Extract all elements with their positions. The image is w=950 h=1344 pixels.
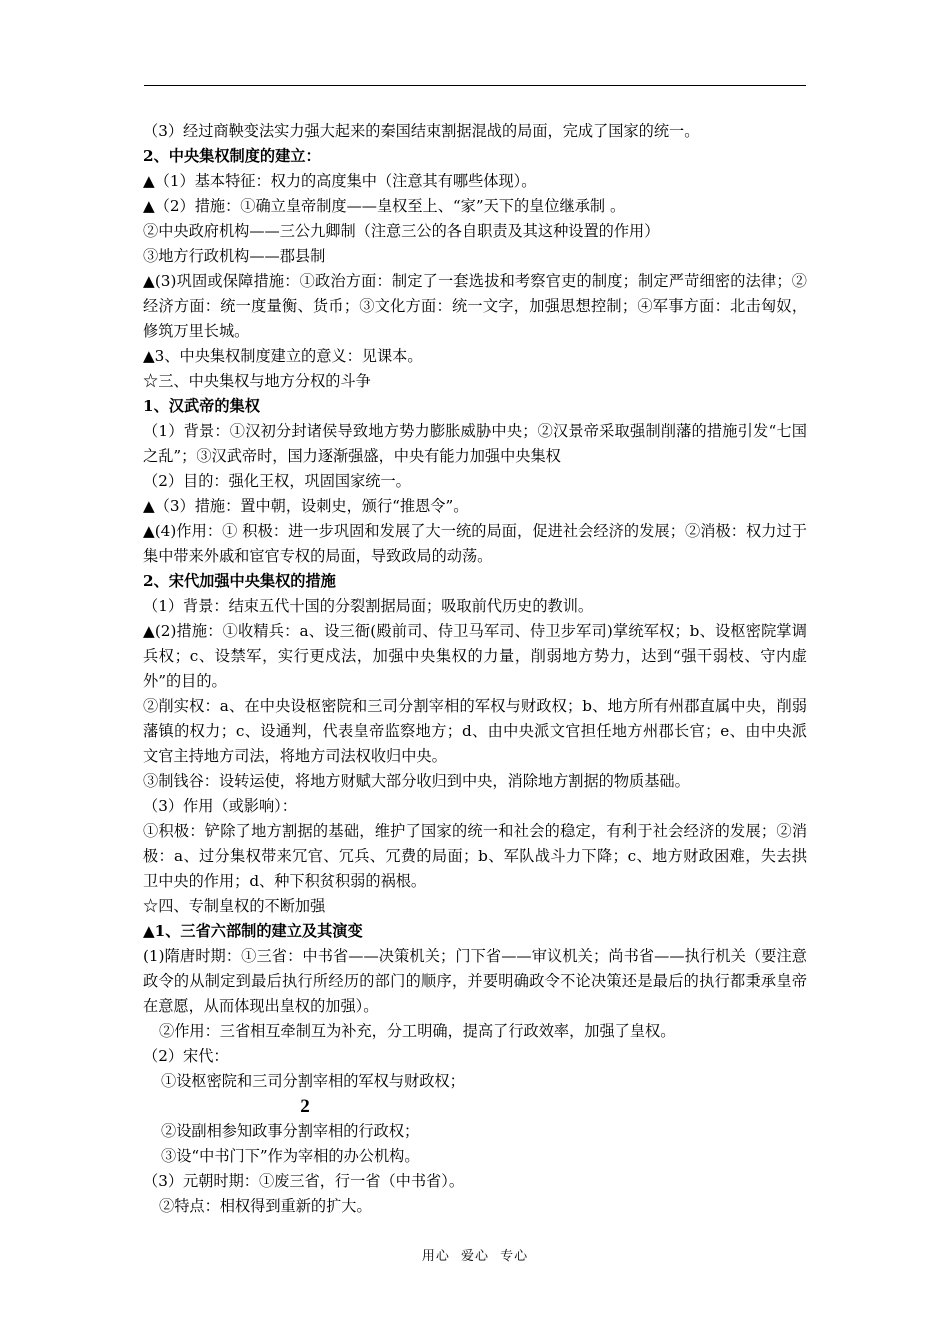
text-line: （3）元朝时期：①废三省，行一省（中书省）。 [143,1172,465,1190]
text-line: ②设副相参知政事分割宰相的行政权； [161,1122,420,1140]
header-rule [144,85,806,86]
text-line: ▲(2)措施：①收精兵：a、设三衙(殿前司、侍卫马军司、侍卫步军司)掌统军权；b、设枢密院掌调兵权；c、设禁军，实行更戍法，加强中央集权的力量，削弱地方势力，达到“强干弱枝、守内虚外”的目的。 [143,622,807,690]
text-line: ▲（1）基本特征：权力的高度集中（注意其有哪些体现）。 [143,172,537,190]
text-line: ▲(3)巩固或保障措施：①政治方面：制定了一套选拔和考察官吏的制度；制定严苛细密的法律；②经济方面：统一度量衡、货币；③文化方面：统一文字，加强思想控制；④军事方面：北击匈奴，修筑万里长城。 [143,272,807,340]
text-line: ②作用：三省相互牵制互为补充，分工明确，提高了行政效率，加强了皇权。 [159,1022,676,1040]
page-number: 2 [300,1096,310,1117]
text-line: （1）背景：①汉初分封诸侯导致地方势力膨胀威胁中央；②汉景帝采取强制削藩的措施引发“七国之乱”；③汉武帝时，国力逐渐强盛，中央有能力加强中央集权 [143,422,807,465]
section-heading: 2、宋代加强中央集权的措施 [143,572,336,590]
body-text [143,119,807,1219]
text-line: （3）经过商鞅变法实力强大起来的秦国结束割据混战的局面，完成了国家的统一。 [143,122,700,140]
text-line: ②削实权：a、在中央设枢密院和三司分割宰相的军权与财政权；b、地方所有州郡直属中央，削弱藩镇的权力；c、设通判，代表皇帝监察地方；d、由中央派文官担任地方州郡长官；e、由中央派文官主持地方司法，将地方司法权收归中央。 [143,697,807,765]
text-line: ▲（3）措施：置中朝，设刺史，颁行“推恩令”。 [143,497,469,515]
section-heading: 1、汉武帝的集权 [143,397,260,415]
text-line: ☆三、中央集权与地方分权的斗争 [143,372,371,390]
text-line: （1）背景：结束五代十国的分裂割据局面；吸取前代历史的教训。 [143,597,594,615]
text-line: ③设“中书门下”作为宰相的办公机构。 [161,1147,420,1165]
text-line: (1)隋唐时期：①三省：中书省——决策机关；门下省——审议机关；尚书省——执行机关（要注意政令的从制定到最后执行所经历的部门的顺序，并要明确政令不论决策还是最后的执行都秉承皇帝在意愿，从而体现出皇权的加强）。 [143,947,807,1015]
text-line: ①设枢密院和三司分割宰相的军权与财政权； [161,1072,465,1090]
text-line: （2）目的：强化王权，巩固国家统一。 [143,472,411,490]
text-line: （2）宋代： [143,1047,229,1065]
text-line: ②特点：相权得到重新的扩大。 [159,1197,372,1215]
text-line [143,1094,807,1119]
text-line: ①积极：铲除了地方割据的基础，维护了国家的统一和社会的稳定，有利于社会经济的发展；②消极：a、过分集权带来冗官、冗兵、冗费的局面；b、军队战斗力下降；c、地方财政困难，失去拱卫中央的作用；d、种下积贫积弱的祸根。 [143,822,807,890]
text-line: （3）作用（或影响）： [143,797,297,815]
text-line: ▲3、中央集权制度建立的意义：见课本。 [143,347,423,365]
text-line: ③制钱谷：设转运使，将地方财赋大部分收归到中央，消除地方割据的物质基础。 [143,772,690,790]
text-line: ▲（2）措施：①确立皇帝制度——皇权至上、“家”天下的皇位继承制 。 [143,197,626,215]
text-line: ③地方行政机构——郡县制 [143,247,326,265]
text-line: ☆四、专制皇权的不断加强 [143,897,326,915]
text-line: ▲(4)作用：① 积极：进一步巩固和发展了大一统的局面，促进社会经济的发展；②消极：权力过于集中带来外戚和宦官专权的局面，导致政局的动荡。 [143,522,807,565]
text-line: ②中央政府机构——三公九卿制（注意三公的各自职责及其这种设置的作用） [143,222,660,240]
section-heading: ▲1、三省六部制的建立及其演变 [143,922,363,940]
footer-text: 用心 爱心 专心 [421,1249,529,1264]
section-heading: 2、中央集权制度的建立： [143,147,321,165]
